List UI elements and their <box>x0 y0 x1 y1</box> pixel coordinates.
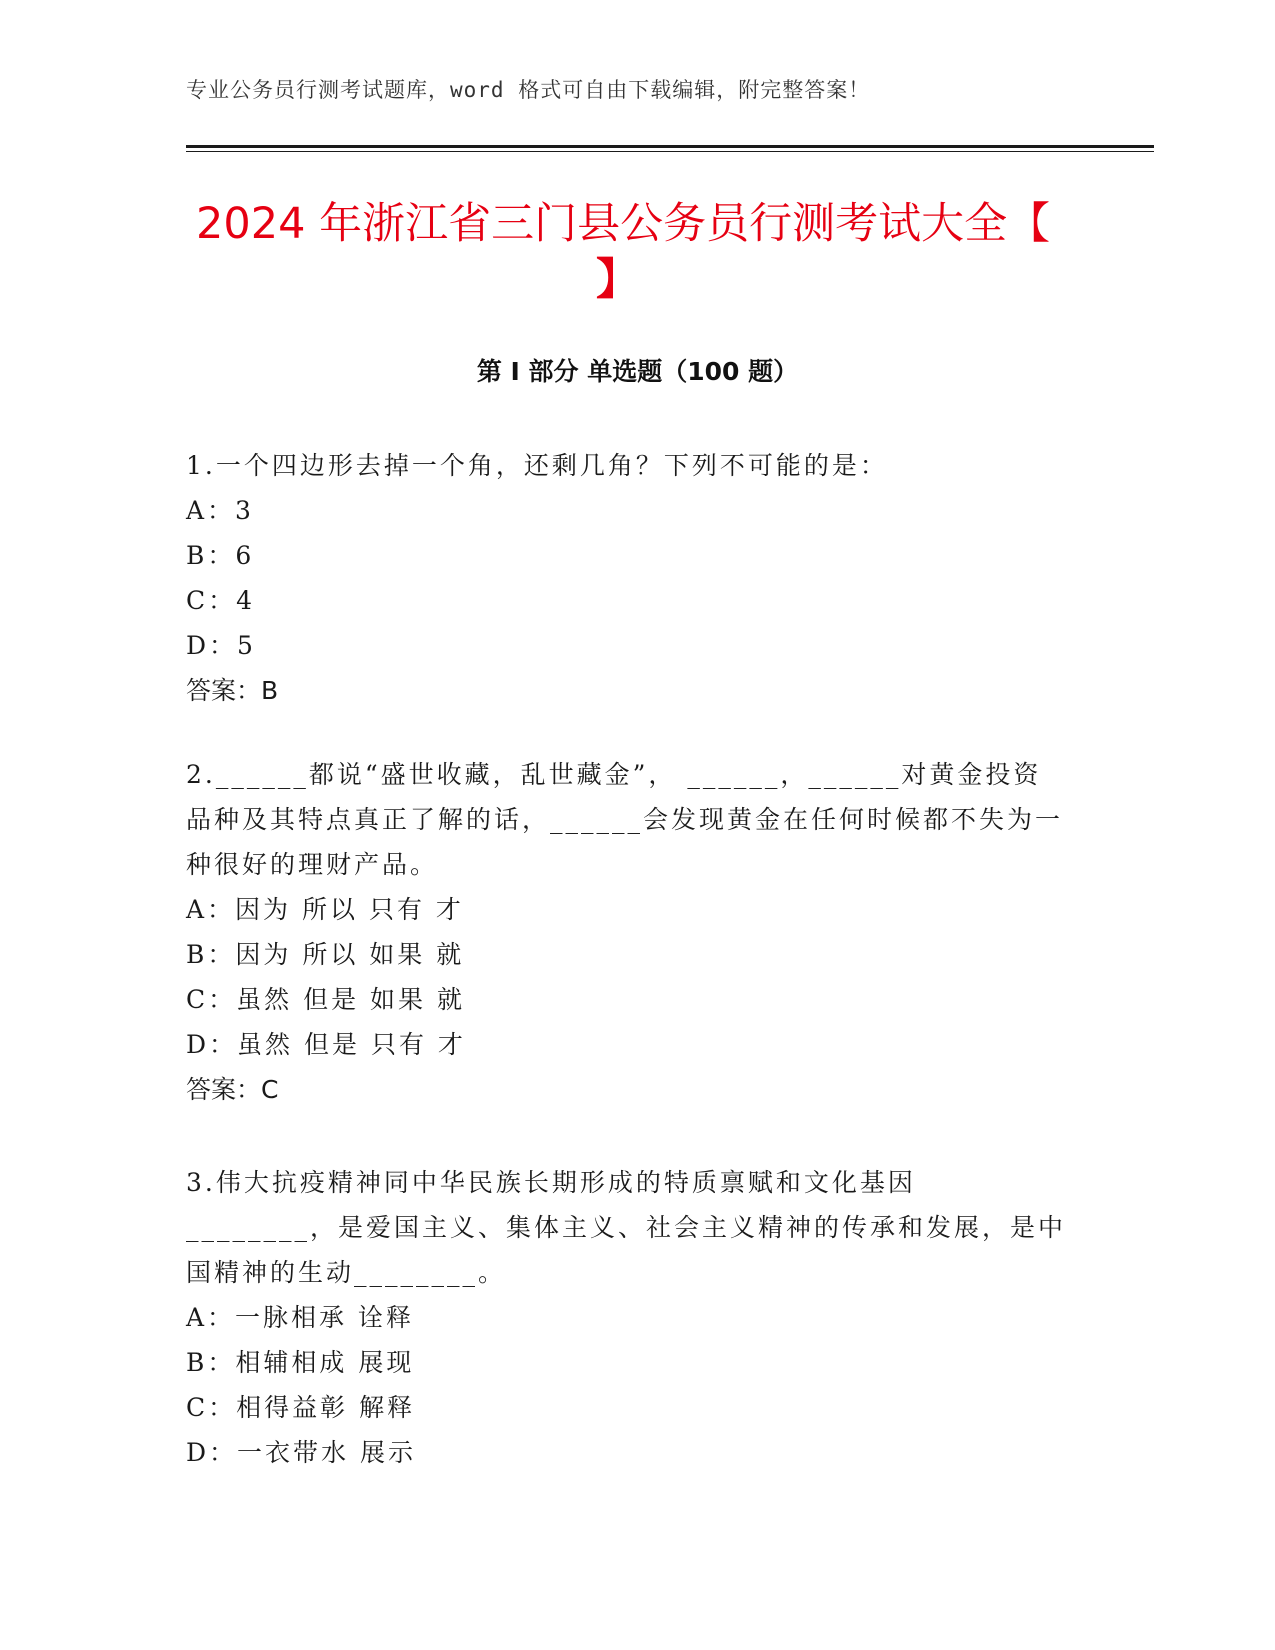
option-b: B：因为 所以 如果 就 <box>186 940 465 969</box>
document-title-line2: 】 <box>596 255 639 305</box>
question-3 <box>186 1160 1066 1475</box>
question-stem: 3.伟大抗疫精神同中华民族长期形成的特质禀赋和文化基因________，是爱国主义、集体主义、社会主义精神的传承和发展，是中国精神的生动________。 <box>186 1168 1067 1287</box>
option-d: D：5 <box>186 631 256 660</box>
option-d: D：一衣带水 展示 <box>186 1438 416 1467</box>
question-1 <box>186 443 1066 713</box>
header-note: 专业公务员行测考试题库，word 格式可自由下载编辑，附完整答案！ <box>186 78 871 102</box>
question-2 <box>186 752 1066 1112</box>
answer: 答案：B <box>186 676 279 705</box>
option-b: B：6 <box>186 541 255 570</box>
header-divider-thin <box>186 151 1154 152</box>
option-b: B：相辅相成 展现 <box>186 1348 415 1377</box>
option-a: A：因为 所以 只有 才 <box>186 895 464 924</box>
option-d: D：虽然 但是 只有 才 <box>186 1030 466 1059</box>
document-title-line1: 2024 年浙江省三门县公务员行测考试大全【 <box>196 199 1051 249</box>
section-heading: 第 I 部分 单选题（100 题） <box>476 357 799 386</box>
header-divider-thick <box>186 145 1154 148</box>
option-c: C：相得益彰 解释 <box>186 1393 416 1422</box>
question-stem: 1.一个四边形去掉一个角，还剩几角？下列不可能的是： <box>186 451 888 480</box>
answer: 答案：C <box>186 1075 279 1104</box>
option-c: C：虽然 但是 如果 就 <box>186 985 465 1014</box>
option-a: A：一脉相承 诠释 <box>186 1303 415 1332</box>
option-c: C：4 <box>186 586 256 615</box>
question-stem: 2.______都说“盛世收藏，乱世藏金”， ______，______对黄金投资品种及其特点真正了解的话，______会发现黄金在任何时候都不失为一种很好的理财产品。 <box>186 760 1064 879</box>
document-title <box>186 196 1086 308</box>
option-a: A：3 <box>186 496 254 525</box>
